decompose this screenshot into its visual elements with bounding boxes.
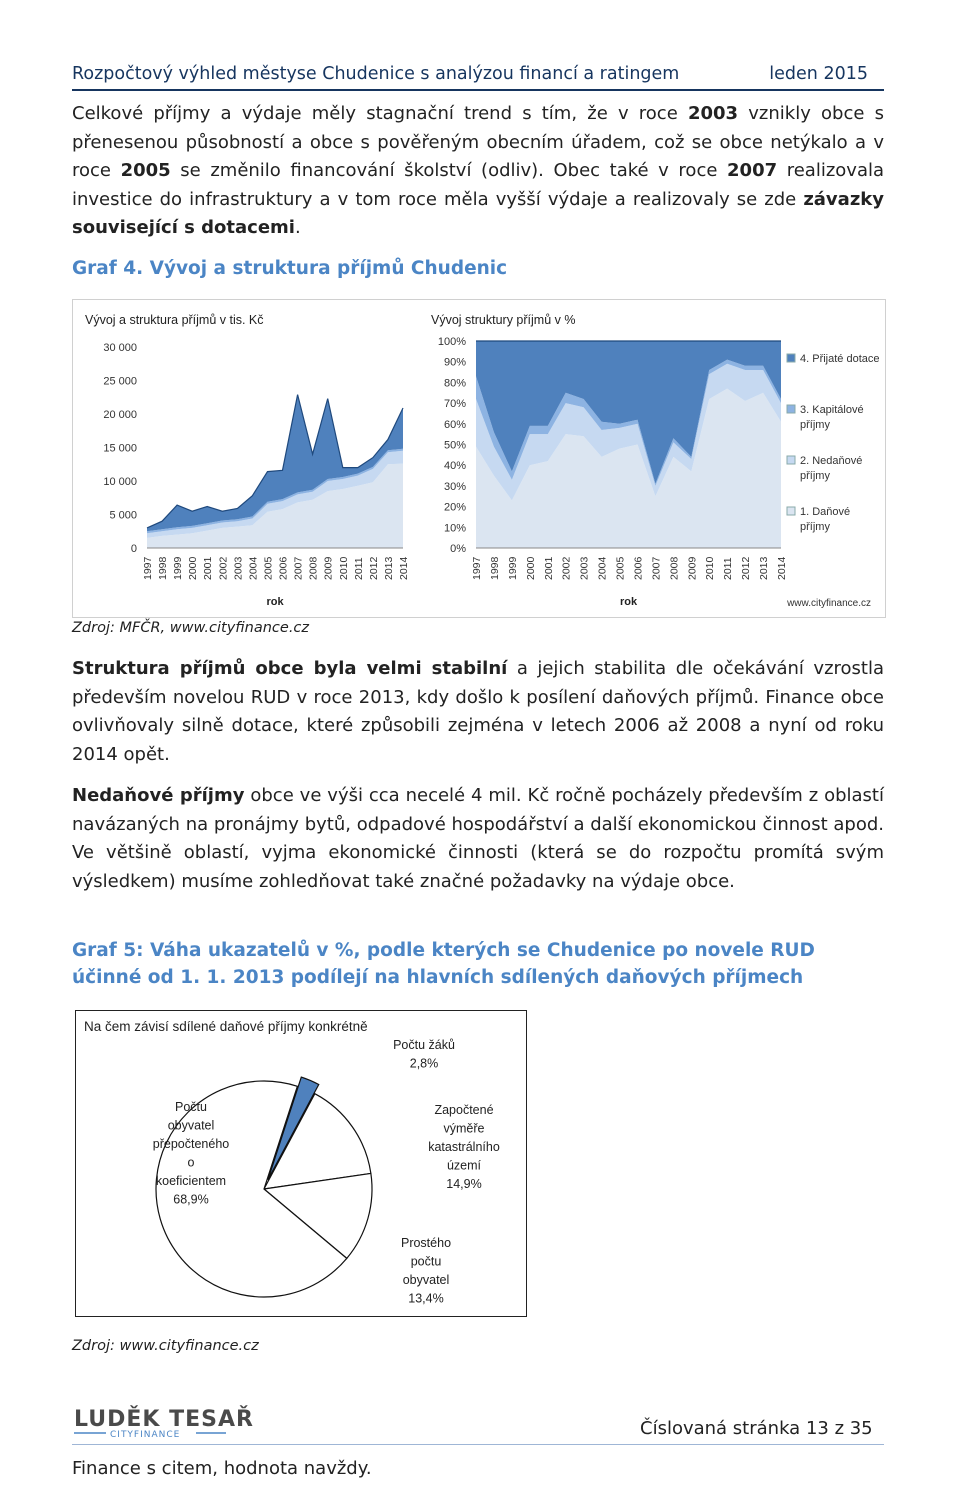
company-logo [72, 1402, 254, 1446]
legend-swatch [787, 354, 795, 362]
x-tick-label: 2010 [337, 556, 350, 580]
y-tick-label: 5 000 [109, 509, 137, 522]
y-tick-label: 100% [437, 336, 466, 348]
document-header-title: Rozpočtový výhled městyse Chudenice s analýzou financí a ratingem [72, 64, 680, 84]
y-tick-label: 80% [443, 377, 466, 390]
graph5-chart-frame [75, 1010, 527, 1317]
x-tick-label: 1999 [172, 556, 185, 580]
x-tick-label: 2007 [292, 556, 305, 580]
logo-sub: CITYFINANCE [110, 1430, 181, 1440]
x-tick-label: 2006 [277, 556, 290, 580]
x-tick-label: 2000 [524, 556, 537, 580]
pie-label: 2,8% [409, 1056, 439, 1071]
pie-label: Počtu [175, 1100, 207, 1114]
pie-title: Na čem závisí sdílené daňové příjmy konkrétně [84, 1019, 368, 1034]
graph5-title-line2: účinné od 1. 1. 2013 podílejí na hlavních sdílených daňových příjmech [72, 967, 804, 988]
logo-mark [72, 1402, 254, 1442]
x-axis-label: rok [266, 596, 284, 608]
x-tick-label: 2010 [704, 556, 717, 580]
chart-income-percent [431, 313, 880, 609]
x-tick-label: 1998 [488, 556, 501, 580]
pie-label: 68,9% [173, 1192, 209, 1207]
graph4-charts [73, 300, 885, 617]
chart-title: Vývoj a struktura příjmů v tis. Kč [85, 313, 264, 327]
y-tick-label: 70% [443, 398, 466, 411]
legend-swatch [787, 507, 795, 515]
y-tick-label: 30 000 [103, 342, 137, 354]
graph5-source: Zdroj: www.cityfinance.cz [72, 1338, 259, 1354]
y-tick-label: 0 [130, 543, 137, 555]
y-tick-label: 0% [450, 543, 466, 555]
graph4-title: Graf 4. Vývoj a struktura příjmů Chudenic [72, 258, 508, 279]
x-tick-label: 2002 [560, 556, 573, 580]
x-axis-label: rok [619, 596, 638, 608]
x-tick-label: 2001 [542, 556, 555, 580]
x-tick-label: 2008 [307, 556, 320, 580]
y-tick-label: 25 000 [103, 375, 137, 388]
y-tick-label: 90% [443, 356, 466, 369]
x-tick-label: 2009 [322, 556, 335, 580]
x-tick-label: 2007 [650, 556, 663, 580]
pie-label: katastrálního [428, 1140, 500, 1154]
pie-label: o [187, 1155, 195, 1170]
legend-label: 2. Nedaňové [800, 455, 863, 467]
y-tick-label: 50% [443, 439, 466, 452]
pie-label: Počtu žáků [393, 1038, 455, 1052]
header-rule [72, 89, 884, 91]
legend-label: 1. Daňové [800, 506, 851, 518]
y-tick-label: 10 000 [103, 476, 137, 488]
x-tick-label: 2000 [187, 556, 200, 580]
y-tick-label: 15 000 [103, 442, 137, 455]
paragraph-income-structure: Struktura příjmů obce byla velmi stabilní a jejich stabilita dle očekávání vzrostla především novelou RUD v roce 2013, kdy došlo k posílení daňových příjmů. Finance obce ovlivňovaly silně dotace, které způsobili zejména v letech 2006 až 2008 a nyní od roku 2014 opět. [72, 658, 884, 765]
x-tick-label: 2014 [776, 556, 788, 580]
page-number: Číslovaná stránka 13 z 35 [640, 1418, 873, 1439]
legend-label: příjmy [800, 470, 830, 482]
x-tick-label: 1997 [471, 556, 483, 580]
x-tick-label: 2001 [202, 556, 215, 580]
pie-label: 14,9% [446, 1177, 482, 1191]
chart-title: Vývoj struktury příjmů v % [431, 313, 576, 327]
x-tick-label: 2005 [614, 556, 627, 580]
y-tick-label: 10% [443, 522, 466, 535]
x-tick-label: 2004 [247, 556, 260, 580]
y-tick-label: 20% [443, 501, 466, 514]
x-tick-label: 2003 [232, 556, 245, 580]
pie-chart-tax-weights [76, 1011, 526, 1316]
legend-label: 3. Kapitálové [800, 404, 864, 416]
legend-swatch [787, 456, 795, 464]
footer-rule [72, 1444, 884, 1445]
x-tick-label: 2013 [382, 556, 395, 580]
pie-label: Započtené [434, 1103, 494, 1117]
graph5-title-line1: Graf 5: Váha ukazatelů v %, podle kterých se Chudenice po novele RUD [72, 940, 815, 961]
legend-label: příjmy [800, 419, 830, 431]
legend-label: příjmy [800, 521, 830, 533]
y-tick-label: 60% [443, 418, 466, 431]
paragraph-income-trend: Celkové příjmy a výdaje měly stagnační trend s tím, že v roce 2003 vznikly obce s přenesenou působností a obce s pověřeným obecním úřadem, což se obce netýkalo a v roce 2005 se změnilo financování školství (odliv). Obec také v roce 2007 realizovala investice do infrastruktury a v tom roce měla vyšší výdaje a realizovaly se zde závazky související s dotacemi. [72, 103, 885, 239]
x-tick-label: 1998 [157, 556, 170, 580]
chart-income-thousands [85, 313, 410, 608]
pie-label: 13,4% [408, 1291, 444, 1306]
pie-label: přepočteného [152, 1137, 230, 1151]
x-tick-label: 1997 [142, 556, 154, 580]
pie-label: obyvatel [167, 1118, 215, 1133]
graph4-chart-frame [72, 299, 886, 618]
legend-swatch [787, 405, 795, 413]
document-header-date: leden 2015 [769, 64, 868, 84]
x-tick-label: 2002 [217, 556, 230, 580]
x-tick-label: 1999 [506, 556, 519, 580]
x-tick-label: 2004 [596, 556, 609, 580]
pie-label: Prostého [400, 1236, 452, 1250]
x-tick-label: 2012 [740, 556, 753, 580]
x-tick-label: 2009 [686, 556, 699, 580]
y-tick-label: 20 000 [103, 409, 137, 421]
pie-label: počtu [410, 1254, 442, 1269]
paragraph-nontax-income: Nedaňové příjmy obce ve výši cca necelé 4 mil. Kč ročně pocházely především z oblastí navázaných na pronájmy bytů, odpadové hospodářství a další ekonomickou činnost apod. Ve většině oblastí, vyjma ekonomické činnosti (která se do rozpočtu promítá svým výsledkem) musíme zohledňovat také značné požadavky na výdaje obce. [72, 785, 884, 892]
x-tick-label: 2011 [352, 557, 365, 580]
pie-label: území [446, 1158, 482, 1173]
pie-label: koeficientem [155, 1174, 227, 1188]
x-tick-label: 2006 [632, 556, 645, 580]
x-tick-label: 2012 [367, 556, 380, 580]
logo-name: LUDĚK TESAŘ [74, 1407, 254, 1432]
pie-label: výměře [443, 1121, 485, 1136]
x-tick-label: 2014 [398, 556, 410, 580]
watermark: www.cityfinance.cz [787, 598, 871, 609]
x-tick-label: 2003 [578, 556, 591, 580]
x-tick-label: 2011 [722, 557, 735, 580]
graph4-source: Zdroj: MFČR, www.cityfinance.cz [72, 620, 310, 636]
legend-label: 4. Přijaté dotace [800, 353, 880, 365]
x-tick-label: 2008 [668, 556, 681, 580]
x-tick-label: 2005 [262, 556, 275, 580]
x-tick-label: 2013 [758, 556, 771, 580]
y-tick-label: 30% [443, 480, 466, 493]
y-tick-label: 40% [443, 460, 466, 473]
footer-slogan: Finance s citem, hodnota navždy. [72, 1458, 372, 1479]
pie-label: obyvatel [402, 1273, 450, 1287]
